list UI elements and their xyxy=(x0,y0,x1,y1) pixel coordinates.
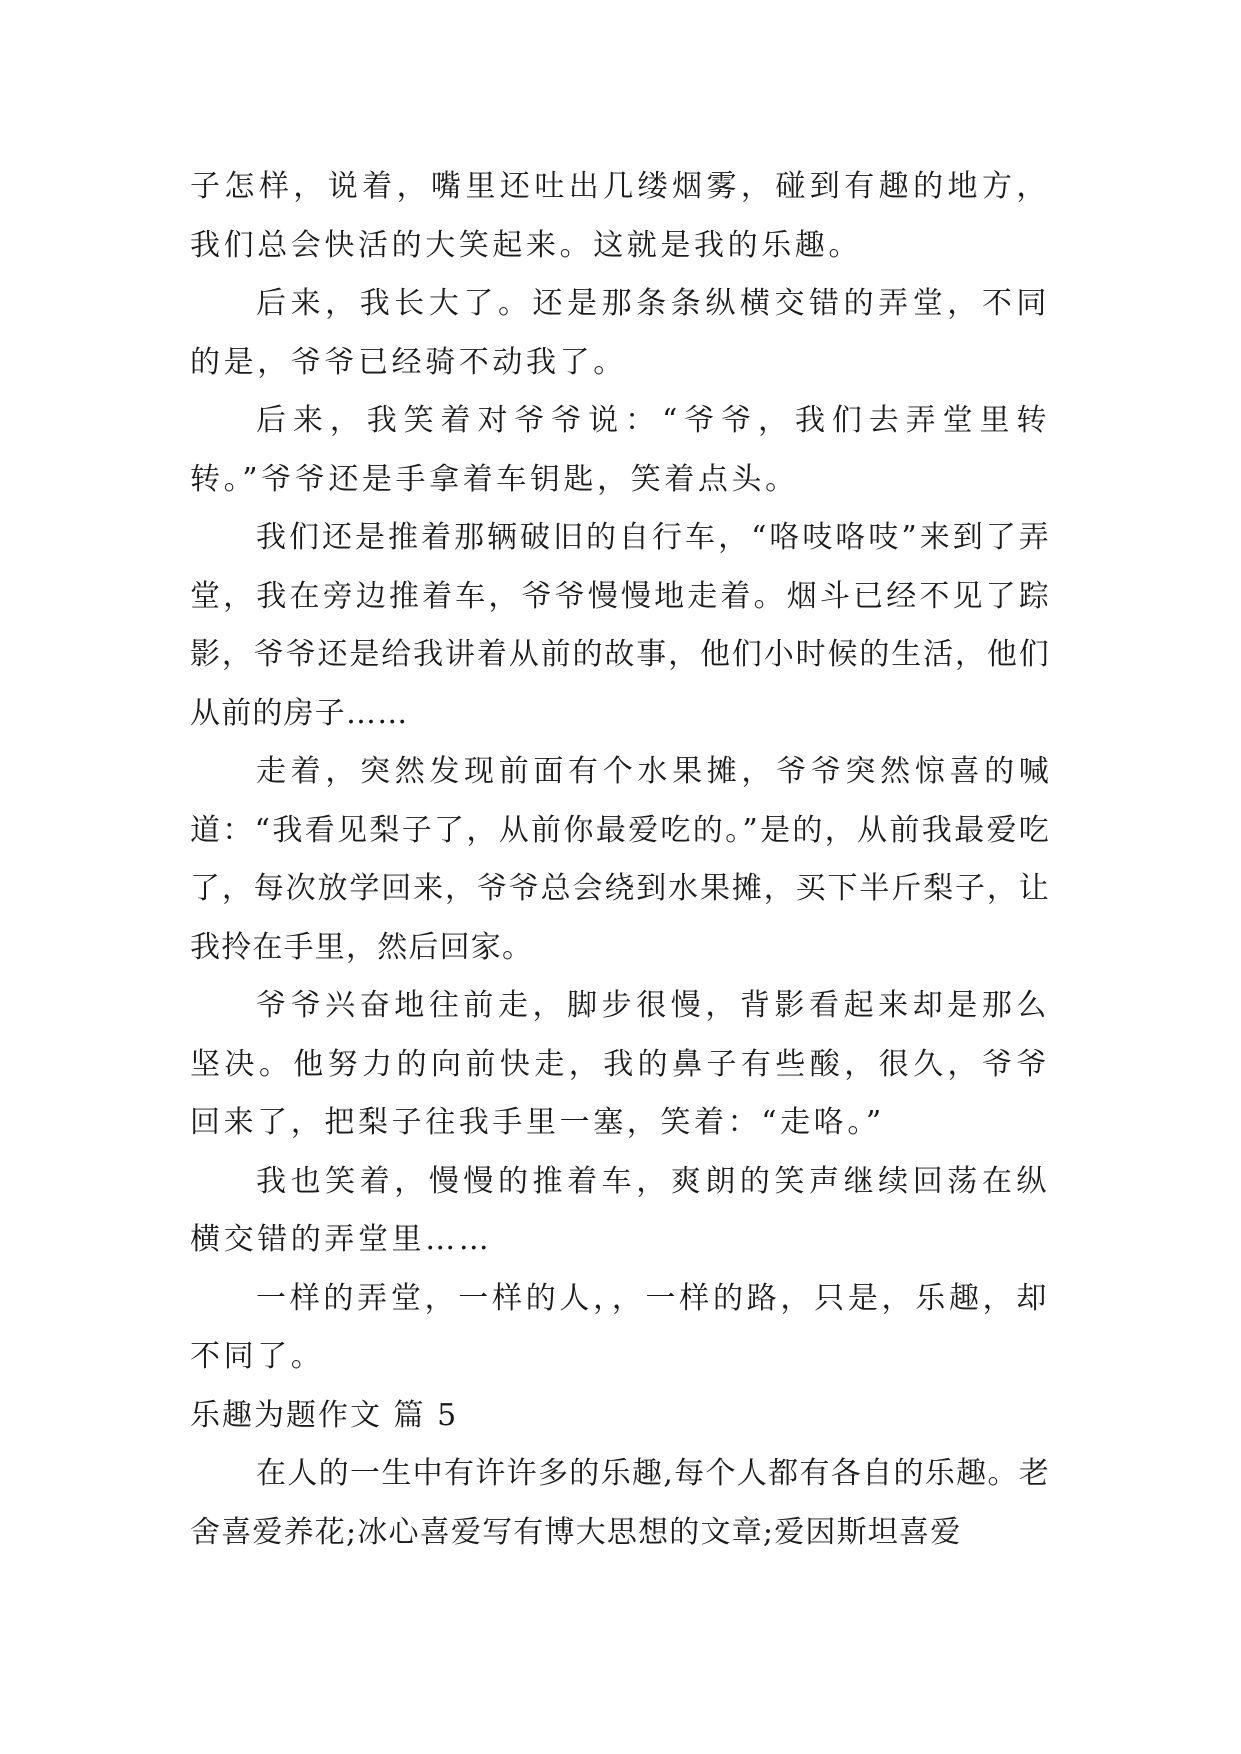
section-heading: 乐趣为题作文 篇 5 xyxy=(190,1397,459,1433)
paragraph-6: 爷爷兴奋地往前走，脚步很慢，背影看起来却是那么坚决。他努力的向前快走，我的鼻子有些酸，很久，爷爷回来了，把梨子往我手里一塞，笑着：“走咯。” xyxy=(190,988,1050,1140)
document-body xyxy=(190,158,1050,1562)
paragraph-7: 我也笑着，慢慢的推着车，爽朗的笑声继续回荡在纵横交错的弄堂里…… xyxy=(190,1163,1050,1257)
paragraph-2: 后来，我长大了。还是那条条纵横交错的弄堂，不同的是，爷爷已经骑不动我了。 xyxy=(190,286,1050,380)
paragraph-5: 走着，突然发现前面有个水果摊，爷爷突然惊喜的喊道：“我看见梨子了，从前你最爱吃的。”是的，从前我最爱吃了，每次放学回来，爷爷总会绕到水果摊，买下半斤梨子，让我拎在手里，然后回家。 xyxy=(190,754,1050,965)
paragraph-1: 子怎样，说着，嘴里还吐出几缕烟雾，碰到有趣的地方，我们总会快活的大笑起来。这就是我的乐趣。 xyxy=(190,169,1050,263)
paragraph-3: 后来，我笑着对爷爷说：“爷爷，我们去弄堂里转转。”爷爷还是手拿着车钥匙，笑着点头。 xyxy=(190,403,1050,497)
paragraph-8: 一样的弄堂，一样的人，，一样的路，只是，乐趣，却不同了。 xyxy=(190,1280,1050,1374)
paragraph-4: 我们还是推着那辆破旧的自行车，“咯吱咯吱”来到了弄堂，我在旁边推着车，爷爷慢慢地走着。烟斗已经不见了踪影，爷爷还是给我讲着从前的故事，他们小时候的生活，他们从前的房子…… xyxy=(190,520,1050,731)
paragraph-9: 在人的一生中有许许多的乐趣,每个人都有各自的乐趣。老舍喜爱养花;冰心喜爱写有博大思想的文章;爱因斯坦喜爱 xyxy=(190,1456,1050,1550)
